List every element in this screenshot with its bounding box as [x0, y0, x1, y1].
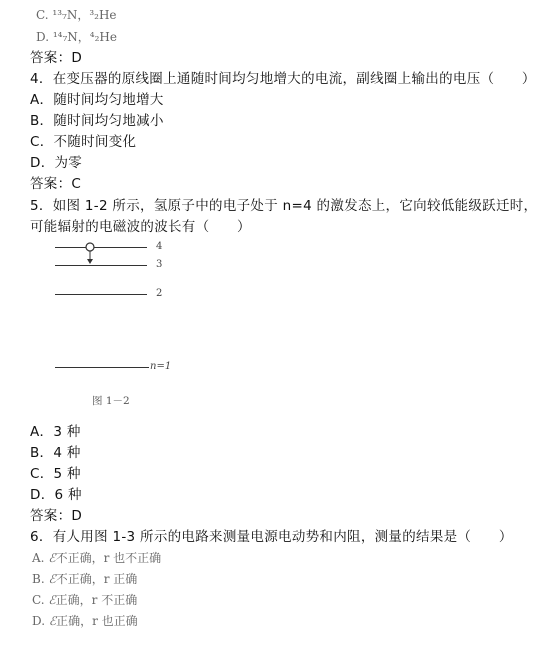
q3-option-c: [36, 6, 117, 23]
q3-option-c-label: C.: [36, 8, 49, 22]
q4-stem: 4．在变压器的原线圈上通随时间均匀地增大的电流，副线圈上输出的电压（ ）: [30, 71, 536, 87]
electron-icon: [80, 240, 104, 268]
emf-symbol: ℰ: [48, 551, 56, 565]
q6-option-b-label: B.: [32, 572, 45, 586]
q6-option-d: [32, 612, 138, 629]
q6-option-c-label: C.: [32, 593, 45, 607]
q6-option-d-text: 正确，r 也正确: [56, 614, 138, 628]
q4-option-a: A．随时间均匀地增大: [30, 92, 164, 108]
q6-option-a-label: A.: [32, 551, 45, 565]
emf-symbol: ℰ: [48, 572, 56, 586]
q3-option-c-text: ¹³₇N，³₂He: [52, 8, 117, 22]
q4-option-d: D．为零: [30, 155, 83, 171]
q3-option-d-label: D.: [36, 30, 50, 44]
q6-option-b-text: 不正确，r 正确: [55, 572, 138, 586]
q5-option-a: A．3 种: [30, 424, 81, 440]
q6-option-a-text: 不正确，r 也不正确: [55, 551, 162, 565]
q6-option-c: [32, 591, 137, 608]
q6-option-d-label: D.: [32, 614, 46, 628]
level-label-1: n=1: [150, 361, 172, 372]
energy-level-2: [55, 294, 147, 295]
emf-symbol: ℰ: [48, 614, 57, 628]
q5-option-d: D．6 种: [30, 487, 82, 503]
q3-answer: 答案：D: [30, 50, 83, 66]
q6-option-c-text: 正确，r 不正确: [55, 593, 138, 607]
q4-option-c: C．不随时间变化: [30, 134, 137, 150]
q6-stem: 6．有人用图 1-3 所示的电路来测量电源电动势和内阻，测量的结果是（ ）: [30, 529, 513, 545]
q3-option-d-text: ¹⁴₇N，⁴₂He: [52, 30, 117, 44]
figure-caption: 图 1－2: [92, 395, 130, 407]
q5-option-c: C．5 种: [30, 466, 81, 482]
q5-stem: 5．如图 1-2 所示，氢原子中的电子处于 n=4 的激发态上，它向较低能级跃迁时，可能辐射的电磁波的波长有（ ）: [30, 198, 538, 235]
q6-option-a: [32, 549, 161, 566]
q4-option-b: B．随时间均匀地减小: [30, 113, 164, 129]
q5-option-b: B．4 种: [30, 445, 81, 461]
emf-symbol: ℰ: [48, 593, 56, 607]
q6-option-b: [32, 570, 137, 587]
q5-answer: 答案：D: [30, 508, 83, 524]
energy-level-1: [55, 367, 149, 368]
level-label-2: 2: [156, 288, 163, 299]
q3-option-d: [36, 28, 117, 45]
level-label-4: 4: [156, 241, 163, 252]
q4-answer: 答案：C: [30, 176, 82, 192]
level-label-3: 3: [156, 259, 163, 270]
